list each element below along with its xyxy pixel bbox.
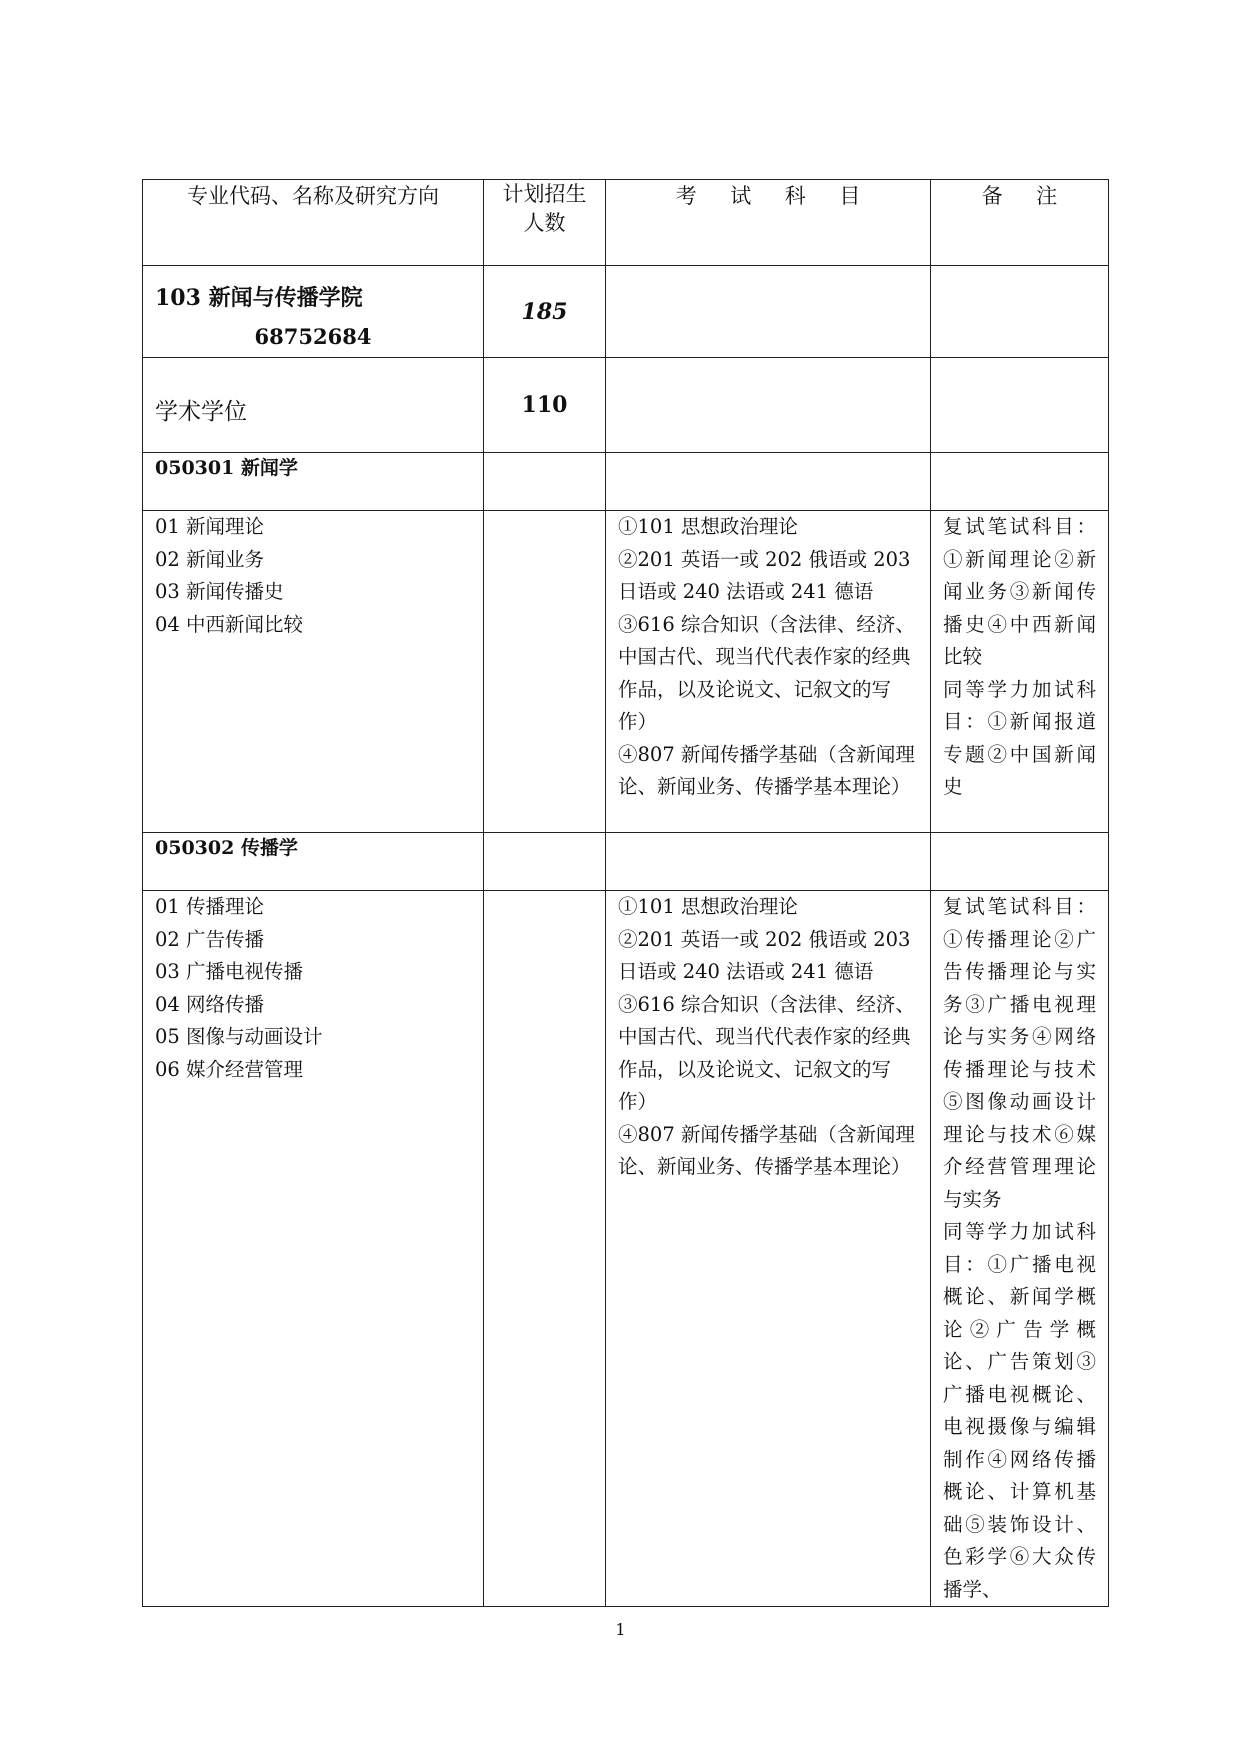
major-plan-empty [484,453,606,511]
exam-item: ③616 综合知识（含法律、经济、中国古代、现当代代表作家的经典作品，以及论说文、记叙文的写作） [618,612,915,733]
major-name: 050302 传播学 [143,833,484,891]
major-remarks-empty [931,453,1109,511]
remark-item: 同等学力加试科目：①广播电视概论、新闻学概论②广告学概论、广告策划③广播电视概论、电视摄像与编辑制作④网络传播概论、计算机基础⑤装饰设计、色彩学⑥大众传播学、 [943,1220,1096,1601]
college-phone: 68752684 [254,324,372,349]
degree-label: 学术学位 [143,358,484,453]
direction-item: 03 广播电视传播 [155,960,304,983]
exam-item: ①101 思想政治理论 [618,515,798,538]
exam-item: ②201 英语一或 202 俄语或 203 日语或 240 法语或 241 德语 [618,927,911,983]
college-row [143,266,1109,358]
direction-item: 02 新闻业务 [155,547,265,571]
exam-item: ③616 综合知识（含法律、经济、中国古代、现当代代表作家的经典作品，以及论说文、记叙文的写作） [618,992,915,1113]
direction-item: 04 中西新闻比较 [155,612,304,636]
direction-item: 04 网络传播 [155,992,265,1016]
remarks-cell [931,511,1109,833]
detail-plan-empty [484,511,606,833]
major-row [143,453,1109,511]
college-plan: 185 [484,266,606,358]
header-major: 专业代码、名称及研究方向 [143,180,484,266]
page-number: 1 [615,1620,626,1639]
direction-item: 03 新闻传播史 [155,580,284,603]
header-plan: 计划招生 人数 [484,180,606,266]
exam-item: ①101 思想政治理论 [618,895,798,918]
degree-plan: 110 [484,358,606,453]
header-remarks: 备注 [931,180,1109,266]
college-exam-empty [606,266,931,358]
exam-item: ④807 新闻传播学基础（含新闻理论、新闻业务、传播学基本理论） [618,742,915,798]
exam-item: ②201 英语一或 202 俄语或 203 日语或 240 法语或 241 德语 [618,547,911,603]
college-remarks-empty [931,266,1109,358]
detail-plan-empty [484,891,606,1607]
direction-item: 06 媒介经营管理 [155,1057,304,1081]
remark-item: 复试笔试科目：①新闻理论②新闻业务③新闻传播史④中西新闻比较 [943,515,1096,668]
header-row [143,180,1109,266]
direction-item: 02 广告传播 [155,927,265,951]
major-name: 050301 新闻学 [143,453,484,511]
exams-cell [606,891,931,1607]
remarks-cell [931,891,1109,1607]
remark-item: 同等学力加试科目：①新闻报道专题②中国新闻史 [943,677,1096,798]
enrollment-table [142,179,1109,1607]
directions-cell [143,891,484,1607]
degree-row [143,358,1109,453]
college-cell [143,266,484,358]
exam-item: ④807 新闻传播学基础（含新闻理论、新闻业务、传播学基本理论） [618,1122,915,1178]
degree-exam-empty [606,358,931,453]
college-name: 103 新闻与传播学院 [155,285,363,311]
direction-item: 05 图像与动画设计 [155,1025,323,1048]
major-detail-row [143,511,1109,833]
major-exam-empty [606,453,931,511]
remark-item: 复试笔试科目：①传播理论②广告传播理论与实务③广播电视理论与实务④网络传播理论与技术⑤图像动画设计理论与技术⑥媒介经营管理理论与实务 [943,895,1096,1211]
major-exam-empty [606,833,931,891]
major-plan-empty [484,833,606,891]
major-remarks-empty [931,833,1109,891]
major-detail-row [143,891,1109,1607]
direction-item: 01 新闻理论 [155,515,265,538]
degree-remarks-empty [931,358,1109,453]
header-exam: 考试科目 [606,180,931,266]
directions-cell [143,511,484,833]
exams-cell [606,511,931,833]
major-row [143,833,1109,891]
direction-item: 01 传播理论 [155,895,265,918]
